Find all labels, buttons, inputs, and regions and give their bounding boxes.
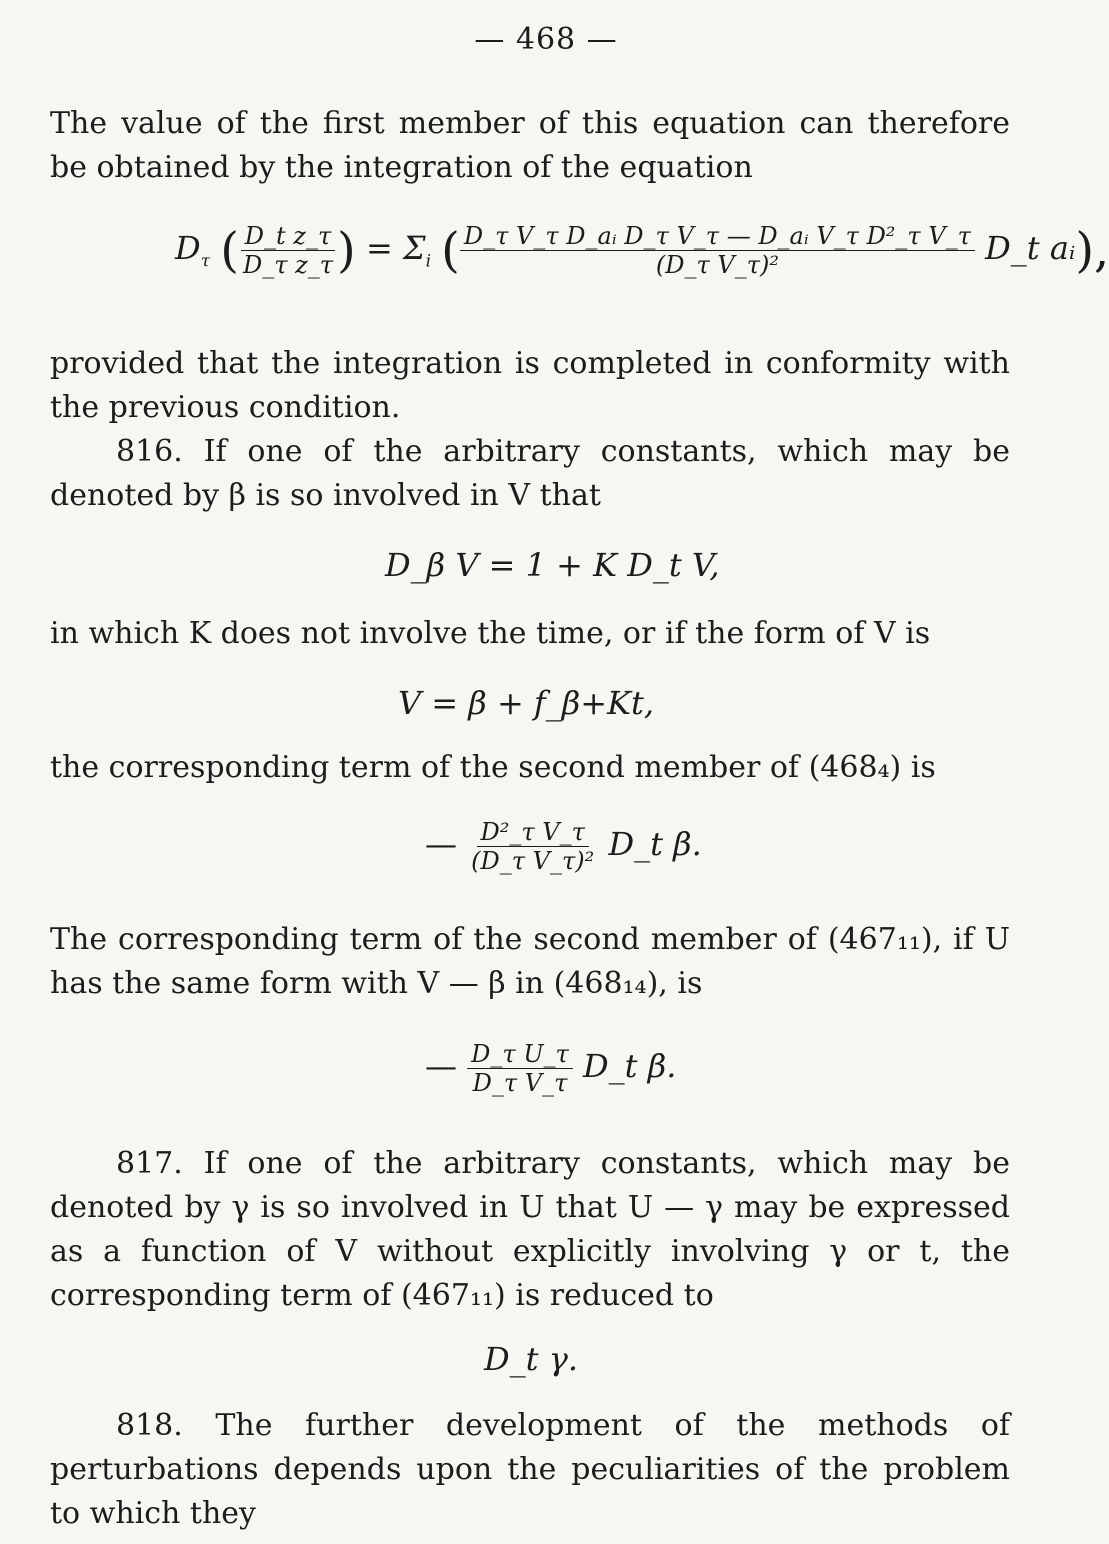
eq5-den: D_τ V_τ (472, 1069, 568, 1097)
equation-d-gamma: D_t γ. (484, 1340, 578, 1378)
equation-d-beta: D_β V = 1 + K D_t V, (385, 546, 720, 584)
eq1-rhs-tail: D_t aᵢ (985, 229, 1076, 267)
equation-term-beta-2 (425, 1040, 676, 1097)
eq1-rhs-fraction (460, 222, 975, 279)
eq5-fraction (467, 1040, 573, 1097)
paragraph-818: 818. The further development of the methods of perturbations depends upon the peculiarities of the problem to which they (50, 1408, 1010, 1531)
eq1-sigma-sub: i (425, 251, 431, 272)
eq1-operator: D (175, 229, 201, 267)
paragraph-intro: The value of the first member of this equation can therefore be obtained by the integration of the equation (50, 106, 1010, 185)
eq4-tail: D_t β. (608, 825, 702, 863)
page-number: — 468 — (474, 22, 618, 57)
paragraph-corresponding-467: The corresponding term of the second member of (467₁₁), if U has the same form with V — β in (468₁₄), is (50, 922, 1010, 1001)
paragraph-corresponding-468: the corresponding term of the second member of (468₄) is (50, 750, 936, 785)
paragraph-817: 817. If one of the arbitrary constants, which may be denoted by γ is so involved in U that U — γ may be expressed as a function of V without explicitly involving γ or t, the corresponding term of (467₁₁) is reduced to (50, 1146, 1010, 1313)
paragraph-provided: provided that the integration is completed in conformity with the previous condition. (50, 346, 1010, 425)
eq4-den: (D_τ V_τ)² (471, 847, 595, 875)
equation-term-beta-1 (425, 818, 702, 875)
equation-integration: $D_\tau$ ( $\frac{\text{D\_t z\_τ}}{\text{D\_τ z\_τ}}$ ) = $\Sigma_i$ ( $\frac{\text{D\_τ V\_τ D\_aᵢ D\_τ V\_τ — D\_aᵢ V\_τ D²\_τ V\_τ}}{\text{(D\_τ V\_τ)²}}$ D_t aᵢ), (175, 222, 1109, 279)
eq5-tail: D_t β. (583, 1047, 677, 1085)
eq4-fraction (467, 818, 598, 875)
eq1-lhs-fraction (239, 222, 337, 279)
eq1-rhs-den: (D_τ V_τ)² (655, 251, 779, 279)
equation-v-form: V = β + f_β+Kt, (398, 684, 655, 722)
paragraph-816: 816. If one of the arbitrary constants, which may be denoted by β is so involved in V that (50, 434, 1010, 513)
eq1-sigma: Σ (402, 229, 426, 267)
eq5-num: D_τ U_τ (467, 1040, 573, 1069)
eq4-sign: — (425, 825, 457, 863)
eq5-sign: — (425, 1047, 457, 1085)
eq1-equals: = (365, 229, 393, 267)
eq1-lhs-den: D_τ z_τ (242, 251, 334, 279)
eq1-lhs-num: D_t z_τ (241, 222, 335, 251)
eq1-operator-sub: τ (200, 251, 211, 272)
eq1-close: ), (1075, 222, 1109, 279)
eq1-rhs-num: D_τ V_τ D_aᵢ D_τ V_τ — D_aᵢ V_τ D²_τ V_τ (460, 222, 975, 251)
paragraph-k-time: in which K does not involve the time, or if the form of V is (50, 616, 931, 651)
eq4-num: D²_τ V_τ (477, 818, 589, 847)
